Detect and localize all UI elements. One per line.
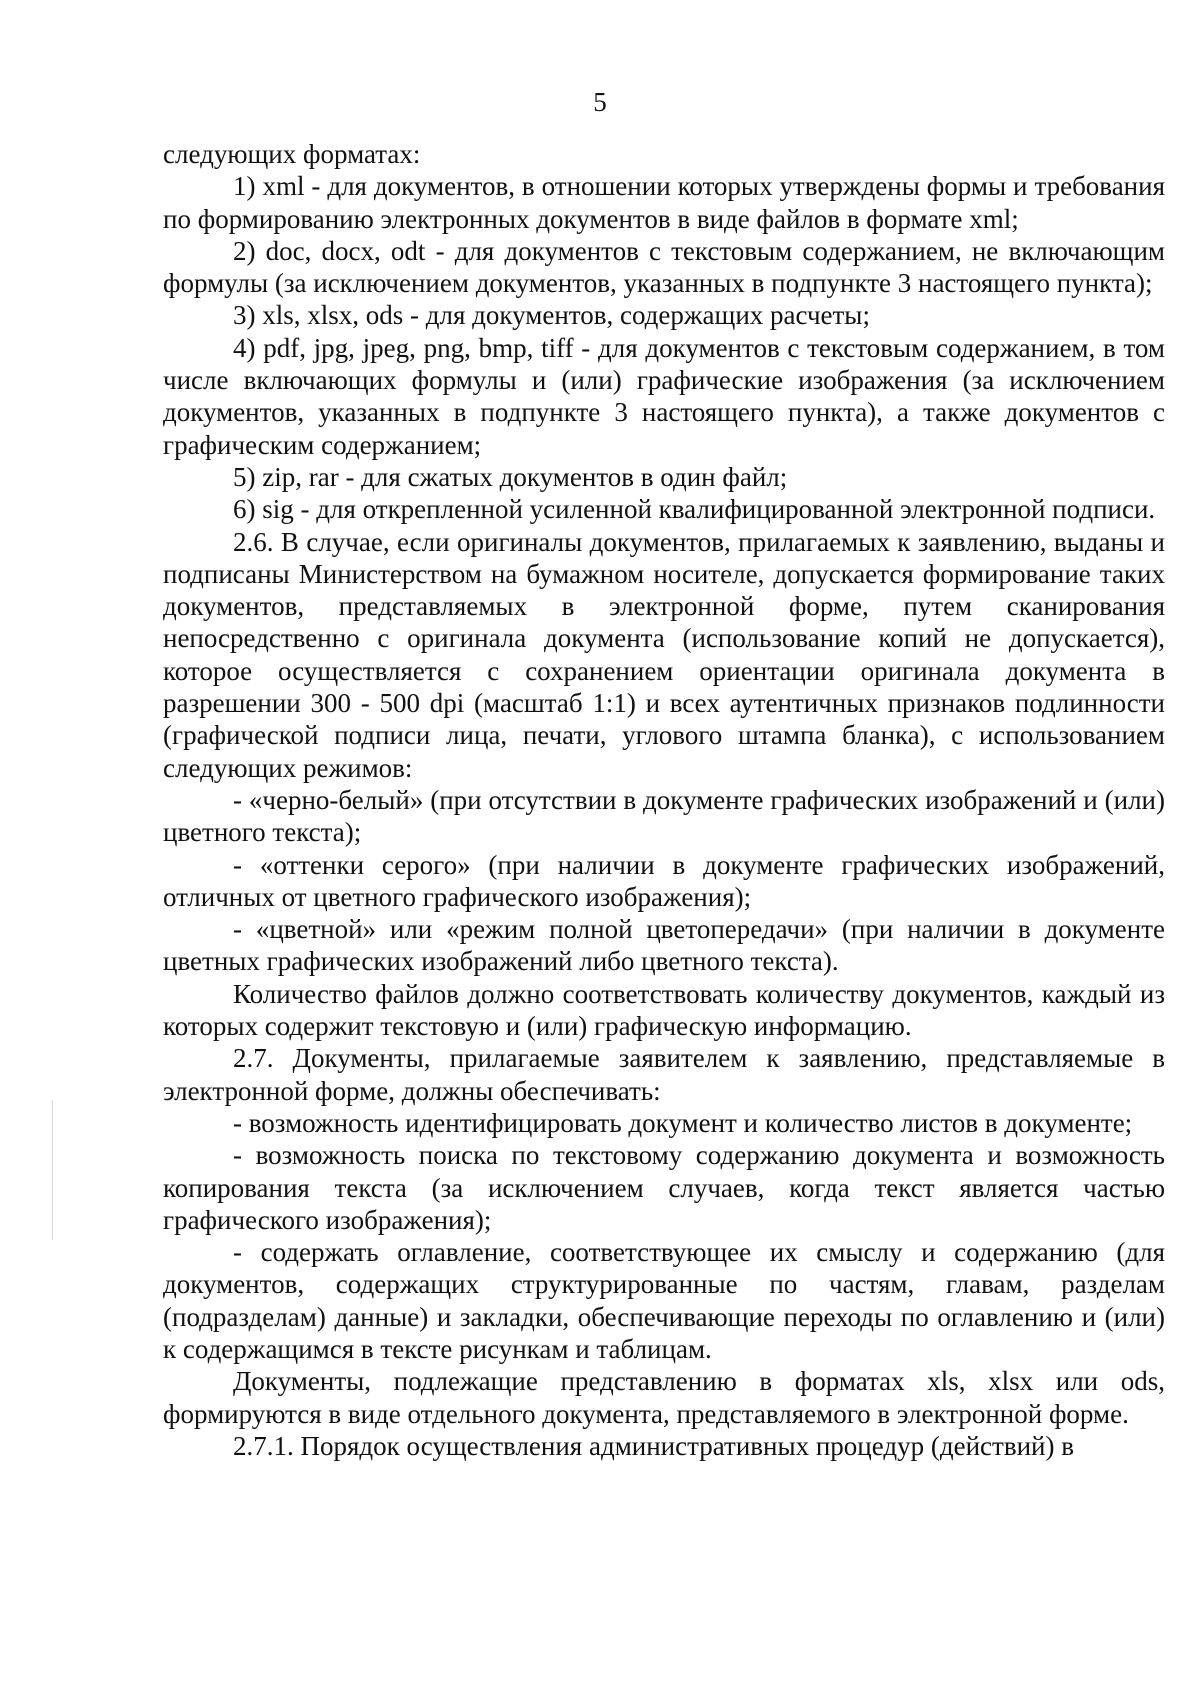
paragraph-mode-bw: - «черно-белый» (при отсутствии в документе графических изображений и (или) цветного текста); [163,784,1165,848]
scan-margin-line [52,1100,53,1240]
paragraph-2-7-1: 2.7.1. Порядок осуществления административных процедур (действий) в [233,1430,1074,1461]
paragraph-format-zip: 5) zip, rar - для сжатых документов в один файл; [233,461,788,492]
paragraph-format-sig: 6) sig - для открепленной усиленной квалифицированной электронной подписи. [233,494,1156,525]
paragraph-search: - возможность поиска по текстовому содержанию документа и возможность копирования текста (за исключением случаев, когда текст является частью графического изображения); [163,1140,1165,1235]
paragraph-format-xls: 3) xls, xlsx, ods - для документов, содержащих расчеты; [233,300,870,331]
paragraph-format-xml: 1) xml - для документов, в отношении которых утверждены формы и требования по формированию электронных документов в виде файлов в формате xml; [163,171,1165,234]
paragraph-identify: - возможность идентифицировать документ и количество листов в документе; [233,1107,1133,1138]
paragraph-mode-gray: - «оттенки серого» (при наличии в документе графических изображений, отличных от цветного графического изображения); [163,849,1165,912]
paragraph-2-6: 2.6. В случае, если оригиналы документов, прилагаемых к заявлению, выданы и подписаны Министерством на бумажном носителе, допускается формирование таких документов, представляемых в электронной форме, путем сканирования непосредственно с оригинала документа (использование копий не допускается), которое осуществляется с сохранением ориентации оригинала документа в разрешении 300 - 500 dpi (масштаб 1:1) и всех аутентичных признаков подлинности (графической подписи лица, печати, углового штампа бланка), с использованием следующих режимов: [163,526,1165,783]
paragraph-format-pdf: 4) pdf, jpg, jpeg, png, bmp, tiff - для документов с текстовым содержанием, в том числе включающих формулы и (или) графические изображения (за исключением документов, указанных в подпункте 3 настоящего пункта), а также документов с графическим содержанием; [163,332,1165,460]
document-body [163,138,1165,1462]
paragraph-spreadsheet: Документы, подлежащие представлению в форматах xls, xlsx или ods, формируются в виде отдельного документа, представляемого в электронной форме. [163,1366,1165,1429]
paragraph-contents: - содержать оглавление, соответствующее их смыслу и содержанию (для документов, содержащих структурированные по частям, главам, разделам (подразделам) данные) и закладки, обеспечивающие переходы по оглавлению и (или) к содержащимся в тексте рисункам и таблицам. [163,1237,1165,1364]
paragraph-file-count: Количество файлов должно соответствовать количеству документов, каждый из которых содержит текстовую и (или) графическую информацию. [163,978,1165,1042]
page-number: 5 [593,87,607,117]
paragraph-format-doc: 2) doc, docx, odt - для документов с текстовым содержанием, не включающим формулы (за исключением документов, указанных в подпункте 3 настоящего пункта); [163,235,1165,299]
paragraph-continuation: следующих форматах: [163,139,421,169]
paragraph-mode-color: - «цветной» или «режим полной цветопередачи» (при наличии в документе цветных графических изображений либо цветного текста). [163,914,1165,977]
paragraph-2-7: 2.7. Документы, прилагаемые заявителем к заявлению, представляемые в электронной форме, должны обеспечивать: [163,1043,1165,1106]
